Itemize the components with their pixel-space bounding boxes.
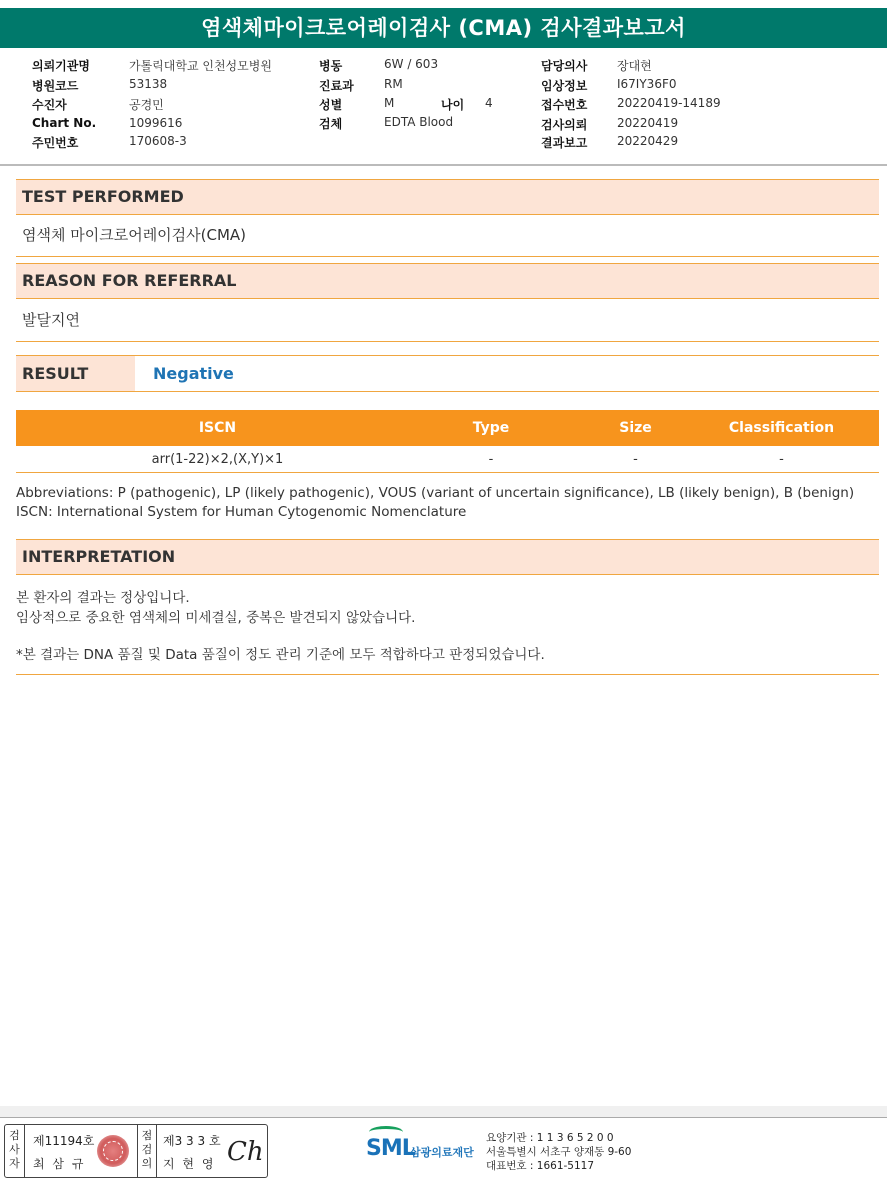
test-performed-value: 염색체 마이크로어레이검사(CMA): [22, 226, 247, 244]
section-test-performed-heading: TEST PERFORMED: [16, 179, 879, 215]
confirmer-vertical-label: [137, 1125, 157, 1177]
report-title: 염색체마이크로어레이검사 (CMA) 검사결과보고서: [0, 8, 887, 48]
column-header-size: Size: [619, 420, 652, 436]
cell-size: -: [633, 452, 638, 467]
confirmer-vertical-text: 점 검 의: [141, 1129, 153, 1170]
cell-classification: -: [779, 452, 784, 467]
divider: [16, 674, 879, 675]
signature-box: [4, 1124, 268, 1178]
sml-logo: [366, 1130, 478, 1168]
label-patient: 수진자: [32, 98, 67, 112]
value-test-request: 20220419: [617, 116, 679, 130]
value-receipt-number: 20220419-14189: [617, 96, 721, 110]
value-resident-number: 170608-3: [129, 134, 187, 148]
label-resident-number: 주민번호: [32, 136, 79, 150]
column-header-iscn: ISCN: [198, 420, 237, 436]
abbreviations-note: Abbreviations: P (pathogenic), LP (likely pathogenic), VOUS (variant of uncertain significance), LB (likely benign), B (benign): [16, 485, 855, 501]
column-header-classification: Classification: [728, 420, 835, 436]
label-department: 진료과: [319, 79, 354, 93]
examiner-license-no: 제11194호: [33, 1134, 95, 1148]
divider: [16, 256, 879, 257]
label-physician: 담당의사: [541, 59, 588, 73]
seal-stamp-icon: [97, 1135, 129, 1167]
section-interpretation-heading: INTERPRETATION: [16, 539, 879, 575]
label-test-request: 검사의뢰: [541, 118, 588, 132]
cell-iscn: arr(1-22)×2,(X,Y)×1: [151, 452, 284, 467]
examiner-name: 최 삼 규: [33, 1157, 86, 1171]
label-clinical-info: 임상정보: [541, 79, 588, 93]
value-hospital-code: 53138: [129, 77, 168, 91]
result-row: [16, 355, 879, 392]
value-department: RM: [384, 77, 403, 91]
interpretation-line: 본 환자의 결과는 정상입니다.: [16, 590, 190, 606]
examiner-vertical-text: 검 사 자: [9, 1129, 20, 1170]
header-divider: [0, 164, 887, 166]
org-code: 요양기관 : 1 1 3 6 5 2 0 0: [486, 1132, 614, 1144]
result-label: RESULT: [16, 356, 135, 391]
label-result-report: 결과보고: [541, 136, 588, 150]
label-ward: 병동: [319, 59, 343, 73]
value-clinical-info: I67IY36F0: [617, 77, 677, 91]
confirmer-name: 지 현 영: [163, 1157, 216, 1171]
column-header-type: Type: [472, 420, 510, 436]
signature: Ch: [227, 1137, 264, 1167]
value-specimen: EDTA Blood: [384, 115, 454, 129]
examiner-vertical-label: [5, 1125, 25, 1177]
variant-table-header: [16, 410, 879, 446]
confirmer-license-no: 제3 3 3 호: [163, 1134, 221, 1148]
org-phone: 대표번호 : 1661-5117: [486, 1160, 595, 1172]
value-result-report: 20220429: [617, 134, 679, 148]
label-hospital-code: 병원코드: [32, 79, 79, 93]
interpretation-note: *본 결과는 DNA 품질 및 Data 품질이 정도 관리 기준에 모두 적합하다고 판정되었습니다.: [16, 647, 545, 663]
iscn-note: ISCN: International System for Human Cytogenomic Nomenclature: [16, 504, 467, 520]
value-chart-no: 1099616: [129, 116, 183, 130]
patient-header: [0, 54, 887, 158]
value-physician: 장대현: [617, 59, 652, 73]
logo-mark: SML: [366, 1136, 415, 1161]
reason-value: 발달지연: [22, 311, 80, 329]
value-sex: M: [384, 96, 395, 110]
label-specimen: 검체: [319, 117, 343, 131]
interpretation-line: 임상적으로 중요한 염색체의 미세결실, 중복은 발견되지 않았습니다.: [16, 610, 416, 626]
divider: [16, 341, 879, 342]
label-receipt-number: 접수번호: [541, 98, 588, 112]
result-value: Negative: [153, 364, 234, 383]
section-reason-heading: REASON FOR REFERRAL: [16, 263, 879, 299]
label-age: 나이: [441, 98, 465, 112]
logo-name: 삼광의료재단: [410, 1146, 474, 1159]
org-address: 서울특별시 서초구 양재동 9-60: [486, 1146, 632, 1158]
value-patient: 공경민: [129, 98, 164, 112]
organization-info: [486, 1131, 631, 1173]
footer-divider: [0, 1117, 887, 1118]
label-requesting-institution: 의뢰기관명: [32, 59, 90, 73]
value-requesting-institution: 가톨릭대학교 인천성모병원: [129, 59, 272, 73]
label-sex: 성별: [319, 98, 343, 112]
cell-type: -: [488, 452, 494, 467]
value-ward: 6W / 603: [384, 57, 439, 71]
table-row: [16, 447, 879, 473]
label-chart-no: Chart No.: [32, 116, 97, 130]
value-age: 4: [485, 96, 493, 110]
